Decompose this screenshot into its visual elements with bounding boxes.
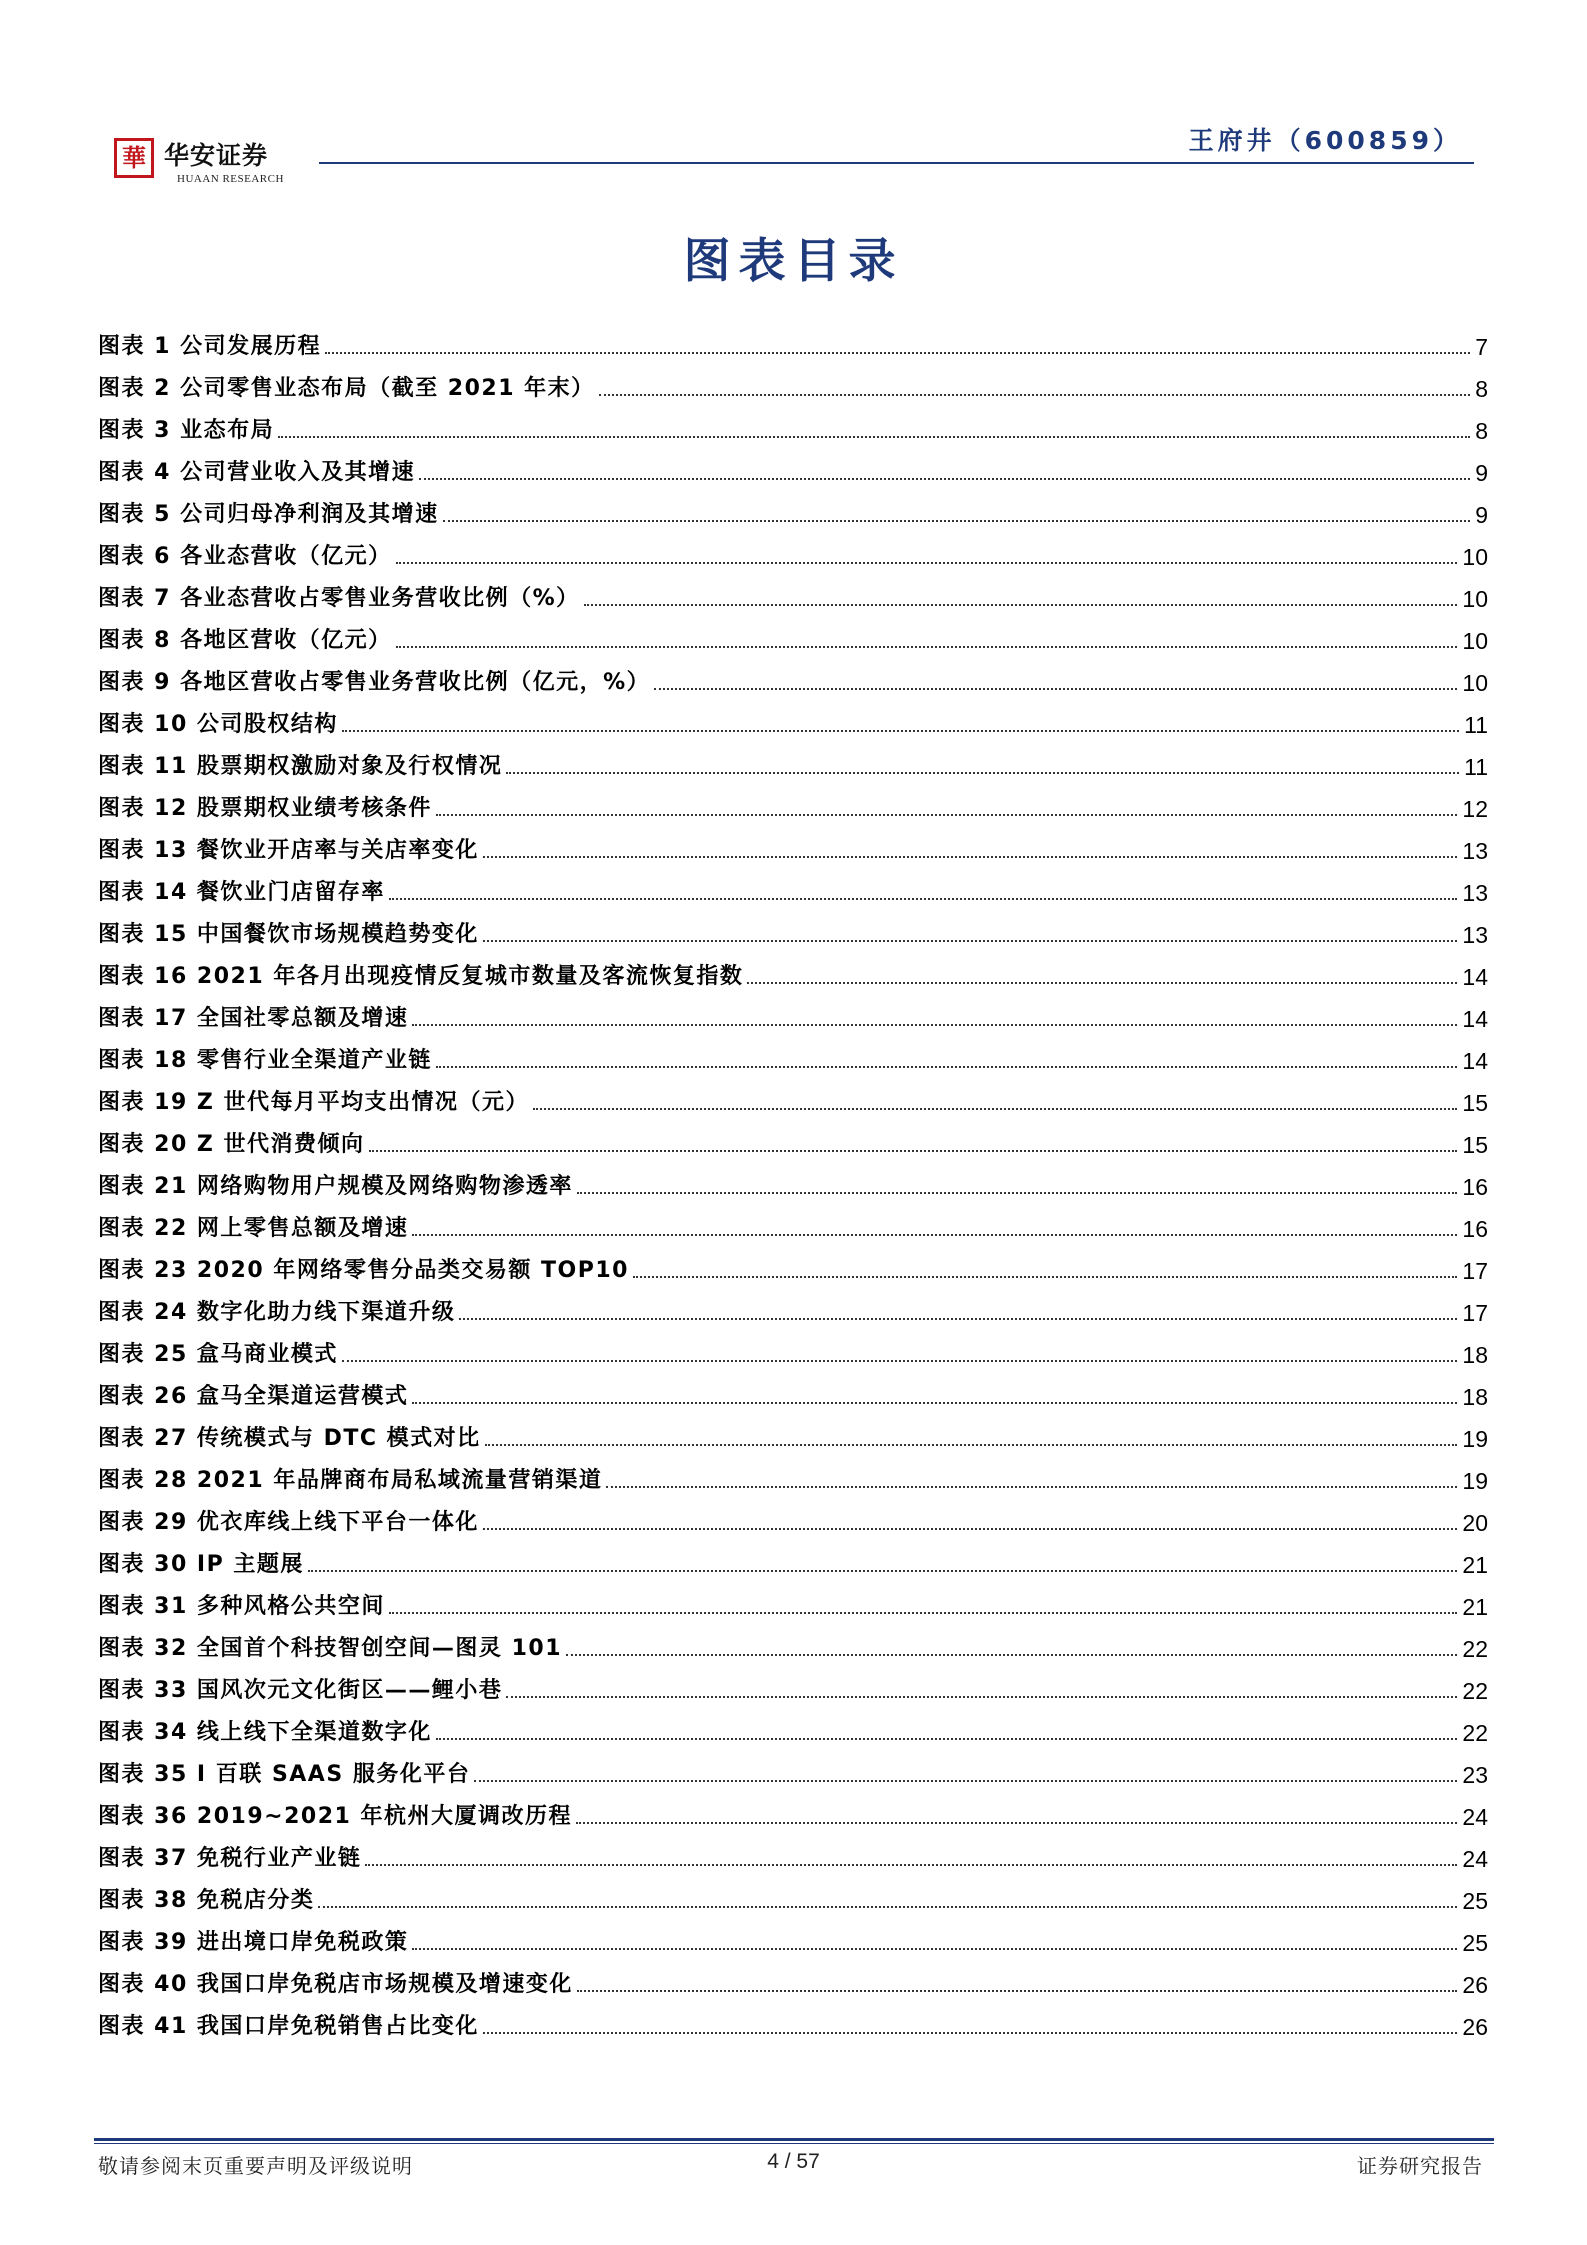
toc-entry[interactable]	[98, 572, 1488, 614]
footer-report-type: 证券研究报告	[1357, 2154, 1483, 2178]
page-header	[114, 118, 1474, 198]
toc-leader-dots	[325, 352, 1470, 354]
toc-leader-dots	[436, 1738, 1457, 1740]
toc-entry-page[interactable]: 13	[1462, 922, 1488, 948]
toc-entry[interactable]	[98, 1034, 1488, 1076]
toc-entry-label[interactable]: 图表 4 公司营业收入及其增速	[98, 460, 416, 485]
toc-entry[interactable]	[98, 1496, 1488, 1538]
toc-leader-dots	[436, 1066, 1457, 1068]
toc-entry-label[interactable]: 图表 7 各业态营收占零售业务营收比例（%）	[98, 586, 580, 611]
toc-entry[interactable]	[98, 614, 1488, 656]
toc-entry-label[interactable]: 图表 35 I 百联 SAAS 服务化平台	[98, 1762, 471, 1787]
toc-entry[interactable]	[98, 446, 1488, 488]
page-number: 4 / 57	[767, 2150, 820, 2173]
toc-entry-label[interactable]: 图表 12 股票期权业绩考核条件	[98, 796, 432, 821]
toc-leader-dots	[584, 604, 1458, 606]
toc-entry[interactable]	[98, 530, 1488, 572]
toc-leader-dots	[483, 2032, 1457, 2034]
toc-entry-label[interactable]: 图表 5 公司归母净利润及其增速	[98, 502, 439, 527]
toc-entry[interactable]	[98, 1790, 1488, 1832]
toc-leader-dots	[412, 1234, 1457, 1236]
toc-entry[interactable]	[98, 1328, 1488, 1370]
toc-entry-page[interactable]: 17	[1462, 1300, 1488, 1326]
toc-leader-dots	[412, 1024, 1457, 1026]
toc-entry-page[interactable]: 8	[1475, 376, 1488, 402]
toc-leader-dots	[412, 1948, 1457, 1950]
huaan-logo-icon: 華	[114, 138, 154, 178]
toc-entry[interactable]	[98, 1202, 1488, 1244]
toc-leader-dots	[599, 394, 1471, 396]
toc-leader-dots	[483, 940, 1457, 942]
toc-entry-page[interactable]: 22	[1462, 1720, 1488, 1746]
toc-entry[interactable]	[98, 1916, 1488, 1958]
toc-entry-page[interactable]: 22	[1462, 1636, 1488, 1662]
toc-entry-page[interactable]: 12	[1462, 796, 1488, 822]
toc-entry[interactable]	[98, 1622, 1488, 1664]
toc-entry-page[interactable]: 21	[1462, 1552, 1488, 1578]
toc-entry[interactable]	[98, 1874, 1488, 1916]
toc-entry-label[interactable]: 图表 9 各地区营收占零售业务营收比例（亿元，%）	[98, 670, 651, 695]
toc-entry[interactable]	[98, 1370, 1488, 1412]
toc-entry-page[interactable]: 16	[1462, 1174, 1488, 1200]
header-divider	[319, 162, 1474, 164]
toc-entry-page[interactable]: 24	[1462, 1846, 1488, 1872]
toc-entry-page[interactable]: 14	[1462, 1006, 1488, 1032]
toc-entry-label[interactable]: 图表 29 优衣库线上线下平台一体化	[98, 1510, 479, 1535]
stock-title: 王府井（600859）	[1188, 126, 1462, 155]
toc-leader-dots	[318, 1906, 1457, 1908]
toc-entry-label[interactable]: 图表 31 多种风格公共空间	[98, 1594, 385, 1619]
toc-entry-label[interactable]: 图表 11 股票期权激励对象及行权情况	[98, 754, 503, 779]
toc-entry-label[interactable]: 图表 20 Z 世代消费倾向	[98, 1132, 365, 1157]
toc-entry[interactable]	[98, 1706, 1488, 1748]
toc-entry-page[interactable]: 11	[1464, 712, 1488, 738]
toc-entry[interactable]	[98, 698, 1488, 740]
toc-entry[interactable]	[98, 782, 1488, 824]
toc-entry-page[interactable]: 14	[1462, 964, 1488, 990]
toc-entry[interactable]	[98, 950, 1488, 992]
toc-entry-label[interactable]: 图表 2 公司零售业态布局（截至 2021 年末）	[98, 376, 595, 401]
toc-leader-dots	[436, 814, 1457, 816]
toc-leader-dots	[278, 436, 1470, 438]
toc-leader-dots	[342, 1360, 1457, 1362]
page-title: 图表目录	[683, 234, 904, 289]
toc-entry-label[interactable]: 图表 24 数字化助力线下渠道升级	[98, 1300, 456, 1325]
toc-leader-dots	[577, 1990, 1457, 1992]
toc-entry[interactable]	[98, 1286, 1488, 1328]
toc-entry-label[interactable]: 图表 21 网络购物用户规模及网络购物渗透率	[98, 1174, 573, 1199]
toc-entry-label[interactable]: 图表 30 IP 主题展	[98, 1552, 304, 1577]
toc-entry[interactable]	[98, 1664, 1488, 1706]
toc-entry-label[interactable]: 图表 6 各业态营收（亿元）	[98, 544, 392, 569]
toc-entry-label[interactable]: 图表 15 中国餐饮市场规模趋势变化	[98, 922, 479, 947]
toc-entry-label[interactable]: 图表 23 2020 年网络零售分品类交易额 TOP10	[98, 1258, 629, 1283]
toc-entry-label[interactable]: 图表 13 餐饮业开店率与关店率变化	[98, 838, 479, 863]
toc-leader-dots	[369, 1150, 1458, 1152]
toc-entry-label[interactable]: 图表 17 全国社零总额及增速	[98, 1006, 409, 1031]
toc-leader-dots	[633, 1276, 1457, 1278]
toc-entry-page[interactable]: 9	[1475, 460, 1488, 486]
toc-entry-page[interactable]: 23	[1462, 1762, 1488, 1788]
toc-entry-page[interactable]: 22	[1462, 1678, 1488, 1704]
toc-leader-dots	[654, 688, 1457, 690]
toc-leader-dots	[483, 1528, 1457, 1530]
toc-entry-label[interactable]: 图表 8 各地区营收（亿元）	[98, 628, 392, 653]
toc-entry[interactable]	[98, 1454, 1488, 1496]
toc-entry-label[interactable]: 图表 3 业态布局	[98, 418, 275, 443]
toc-entry-label[interactable]: 图表 33 国风次元文化街区——鲤小巷	[98, 1678, 503, 1703]
toc-entry-page[interactable]: 10	[1462, 628, 1488, 654]
toc-leader-dots	[566, 1654, 1457, 1656]
toc-entry[interactable]	[98, 740, 1488, 782]
toc-leader-dots	[483, 856, 1457, 858]
toc-list	[98, 320, 1488, 2042]
toc-entry-label[interactable]: 图表 34 线上线下全渠道数字化	[98, 1720, 432, 1745]
toc-entry-label[interactable]: 图表 39 进出境口岸免税政策	[98, 1930, 409, 1955]
toc-entry-label[interactable]: 图表 41 我国口岸免税销售占比变化	[98, 2014, 479, 2039]
toc-entry[interactable]	[98, 1160, 1488, 1202]
toc-entry-page[interactable]: 10	[1462, 544, 1488, 570]
toc-leader-dots	[606, 1486, 1457, 1488]
toc-entry-page[interactable]: 16	[1462, 1216, 1488, 1242]
toc-entry-page[interactable]: 15	[1462, 1090, 1488, 1116]
toc-entry-page[interactable]: 15	[1462, 1132, 1488, 1158]
toc-entry[interactable]	[98, 1076, 1488, 1118]
toc-entry[interactable]	[98, 1412, 1488, 1454]
toc-entry-label[interactable]: 图表 38 免税店分类	[98, 1888, 315, 1913]
toc-entry[interactable]	[98, 1748, 1488, 1790]
toc-leader-dots	[474, 1780, 1457, 1782]
toc-entry-page[interactable]: 7	[1475, 334, 1488, 360]
toc-entry[interactable]	[98, 1538, 1488, 1580]
toc-entry-label[interactable]: 图表 1 公司发展历程	[98, 334, 322, 359]
toc-entry-label[interactable]: 图表 28 2021 年品牌商布局私域流量营销渠道	[98, 1468, 603, 1493]
toc-leader-dots	[419, 478, 1470, 480]
toc-entry-page[interactable]: 25	[1462, 1888, 1488, 1914]
toc-entry-page[interactable]: 19	[1462, 1426, 1488, 1452]
toc-leader-dots	[459, 1318, 1457, 1320]
toc-entry-page[interactable]: 25	[1462, 1930, 1488, 1956]
toc-leader-dots	[412, 1402, 1457, 1404]
toc-entry[interactable]	[98, 1580, 1488, 1622]
toc-entry[interactable]	[98, 1958, 1488, 2000]
toc-entry-page[interactable]: 14	[1462, 1048, 1488, 1074]
toc-entry-label[interactable]: 图表 26 盒马全渠道运营模式	[98, 1384, 409, 1409]
toc-entry-label[interactable]: 图表 40 我国口岸免税店市场规模及增速变化	[98, 1972, 573, 1997]
toc-entry[interactable]	[98, 320, 1488, 362]
toc-entry-page[interactable]: 18	[1462, 1342, 1488, 1368]
toc-entry[interactable]	[98, 824, 1488, 866]
toc-leader-dots	[396, 562, 1458, 564]
toc-leader-dots	[396, 646, 1458, 648]
logo-text: 华安证券	[164, 141, 269, 170]
toc-entry[interactable]	[98, 488, 1488, 530]
toc-leader-dots	[506, 772, 1459, 774]
toc-leader-dots	[506, 1696, 1457, 1698]
toc-entry-label[interactable]: 图表 27 传统模式与 DTC 模式对比	[98, 1426, 481, 1451]
toc-leader-dots	[365, 1864, 1457, 1866]
toc-entry[interactable]	[98, 992, 1488, 1034]
toc-entry-page[interactable]: 10	[1462, 670, 1488, 696]
toc-entry-label[interactable]: 图表 25 盒马商业模式	[98, 1342, 338, 1367]
toc-leader-dots	[577, 1192, 1457, 1194]
toc-leader-dots	[576, 1822, 1457, 1824]
toc-entry-label[interactable]: 图表 16 2021 年各月出现疫情反复城市数量及客流恢复指数	[98, 964, 744, 989]
toc-entry-label[interactable]: 图表 36 2019~2021 年杭州大厦调改历程	[98, 1804, 572, 1829]
toc-leader-dots	[342, 730, 1459, 732]
toc-leader-dots	[389, 898, 1457, 900]
toc-leader-dots	[389, 1612, 1457, 1614]
toc-entry-label[interactable]: 图表 37 免税行业产业链	[98, 1846, 362, 1871]
toc-entry-label[interactable]: 图表 10 公司股权结构	[98, 712, 338, 737]
toc-entry-page[interactable]: 10	[1462, 586, 1488, 612]
toc-entry-label[interactable]: 图表 32 全国首个科技智创空间—图灵 101	[98, 1636, 563, 1661]
toc-leader-dots	[533, 1108, 1457, 1110]
toc-entry[interactable]	[98, 1118, 1488, 1160]
toc-entry-page[interactable]: 19	[1462, 1468, 1488, 1494]
toc-leader-dots	[485, 1444, 1458, 1446]
toc-entry-page[interactable]: 11	[1464, 754, 1488, 780]
logo-subtitle: HUAAN RESEARCH	[177, 173, 284, 185]
toc-entry-page[interactable]: 20	[1462, 1510, 1488, 1536]
toc-entry-label[interactable]: 图表 22 网上零售总额及增速	[98, 1216, 409, 1241]
footer-disclaimer: 敬请参阅末页重要声明及评级说明	[98, 2154, 413, 2178]
toc-leader-dots	[747, 982, 1457, 984]
footer-divider	[94, 2138, 1494, 2141]
toc-entry-page[interactable]: 24	[1462, 1804, 1488, 1830]
toc-entry-page[interactable]: 21	[1462, 1594, 1488, 1620]
toc-entry-page[interactable]: 9	[1475, 502, 1488, 528]
toc-entry-page[interactable]: 26	[1462, 2014, 1488, 2040]
toc-leader-dots	[308, 1570, 1458, 1572]
toc-entry[interactable]	[98, 656, 1488, 698]
footer-divider-thin	[94, 2143, 1494, 2144]
toc-entry[interactable]	[98, 404, 1488, 446]
toc-entry[interactable]	[98, 866, 1488, 908]
toc-entry-page[interactable]: 8	[1475, 418, 1488, 444]
toc-entry-label[interactable]: 图表 18 零售行业全渠道产业链	[98, 1048, 432, 1073]
toc-entry-page[interactable]: 13	[1462, 838, 1488, 864]
toc-entry-page[interactable]: 13	[1462, 880, 1488, 906]
toc-entry[interactable]	[98, 908, 1488, 950]
toc-entry-page[interactable]: 17	[1462, 1258, 1488, 1284]
toc-entry-page[interactable]: 18	[1462, 1384, 1488, 1410]
toc-entry-label[interactable]: 图表 19 Z 世代每月平均支出情况（元）	[98, 1090, 530, 1115]
toc-entry[interactable]	[98, 362, 1488, 404]
toc-entry[interactable]	[98, 1244, 1488, 1286]
toc-entry[interactable]	[98, 2000, 1488, 2042]
toc-entry-label[interactable]: 图表 14 餐饮业门店留存率	[98, 880, 385, 905]
toc-leader-dots	[443, 520, 1471, 522]
toc-entry[interactable]	[98, 1832, 1488, 1874]
toc-entry-page[interactable]: 26	[1462, 1972, 1488, 1998]
